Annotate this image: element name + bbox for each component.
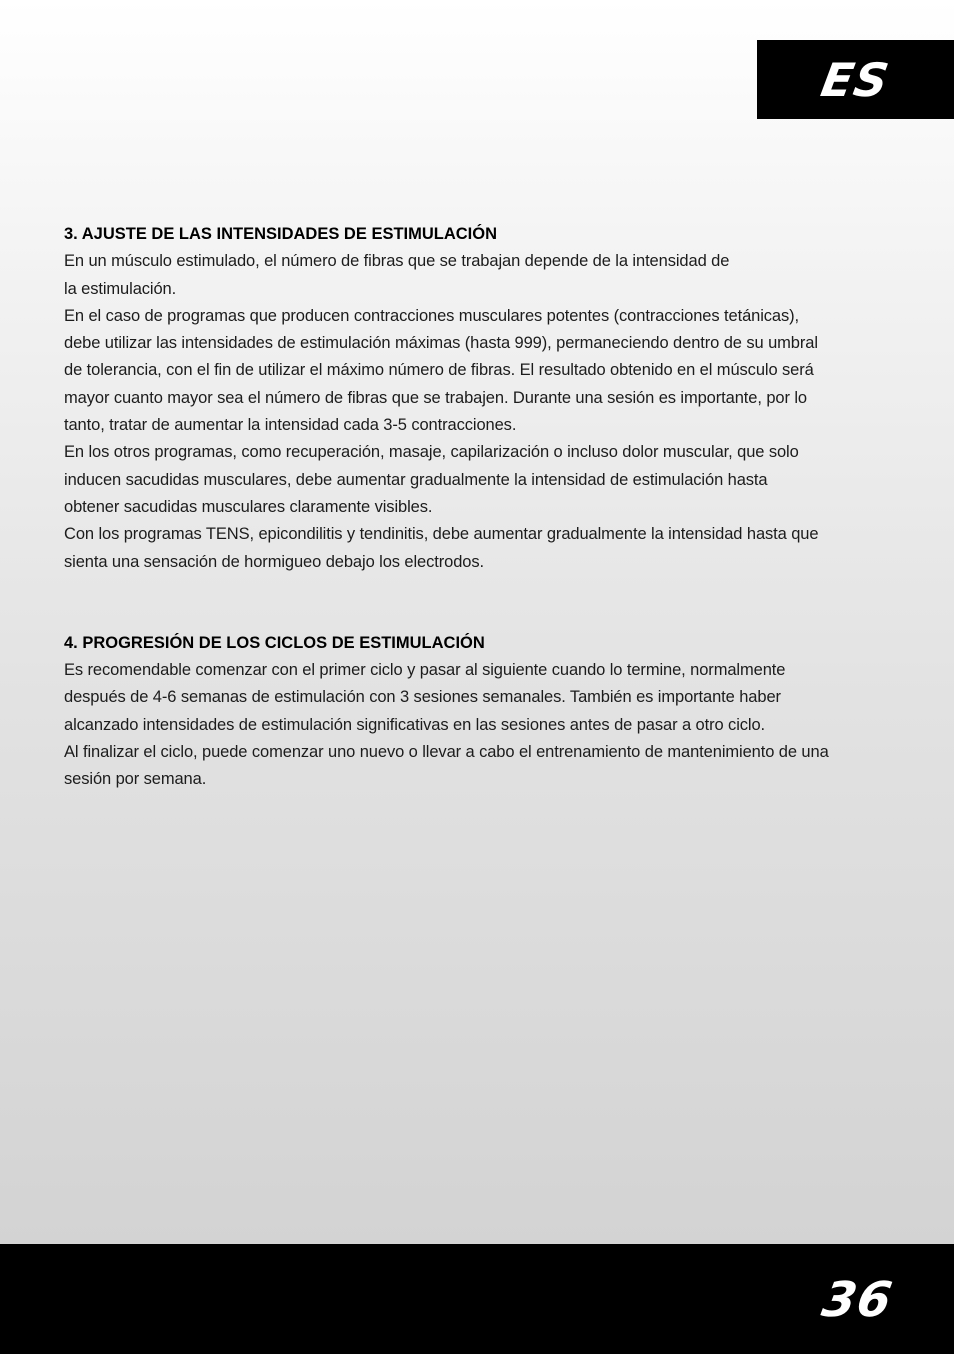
section-intensity-adjustment xyxy=(64,221,894,576)
text-line: Al finalizar el ciclo, puede comenzar uno nuevo o llevar a cabo el entrenamiento de mantenimiento de una xyxy=(64,743,829,762)
language-tab xyxy=(757,40,954,119)
section-title: 4. PROGRESIÓN DE LOS CICLOS DE ESTIMULACIÓN xyxy=(64,633,485,652)
text-line: sesión por semana. xyxy=(64,770,207,789)
text-line: después de 4-6 semanas de estimulación con 3 sesiones semanales. También es importante haber xyxy=(64,688,781,707)
text-line: de tolerancia, con el fin de utilizar el máximo número de fibras. El resultado obtenido en el músculo será xyxy=(64,361,814,380)
text-line: mayor cuanto mayor sea el número de fibras que se trabajen. Durante una sesión es importante, por lo xyxy=(64,388,807,407)
text-line: En un músculo estimulado, el número de fibras que se trabajan depende de la intensidad de xyxy=(64,252,730,271)
text-line: tanto, tratar de aumentar la intensidad cada 3-5 contracciones. xyxy=(64,416,517,435)
section-cycle-progression xyxy=(64,630,894,794)
section-title: 3. AJUSTE DE LAS INTENSIDADES DE ESTIMULACIÓN xyxy=(64,225,498,243)
document-body xyxy=(64,221,894,794)
text-line: Con los programas TENS, epicondilitis y tendinitis, debe aumentar gradualmente la intensidad hasta que xyxy=(64,525,819,544)
text-line: obtener sacudidas musculares claramente visibles. xyxy=(64,497,433,516)
text-line: En el caso de programas que producen contracciones musculares potentes (contracciones tetánicas), xyxy=(64,306,800,325)
page-number: 36 xyxy=(818,1272,897,1328)
text-line: Es recomendable comenzar con el primer ciclo y pasar al siguiente cuando lo termine, normalmente xyxy=(64,661,786,680)
text-line: la estimulación. xyxy=(64,279,177,298)
footer-band xyxy=(0,1244,954,1354)
text-line: debe utilizar las intensidades de estimulación máximas (hasta 999), permaneciendo dentro de su umbral xyxy=(64,334,818,353)
text-line: inducen sacudidas musculares, debe aumentar gradualmente la intensidad de estimulación hasta xyxy=(64,470,768,489)
text-line: sienta una sensación de hormigueo debajo los electrodos. xyxy=(64,552,485,571)
text-line: alcanzado intensidades de estimulación significativas en las sesiones antes de pasar a otro ciclo. xyxy=(64,715,766,734)
language-label: ES xyxy=(817,52,894,107)
text-line: En los otros programas, como recuperación, masaje, capilarización o incluso dolor muscular, que solo xyxy=(64,443,799,462)
